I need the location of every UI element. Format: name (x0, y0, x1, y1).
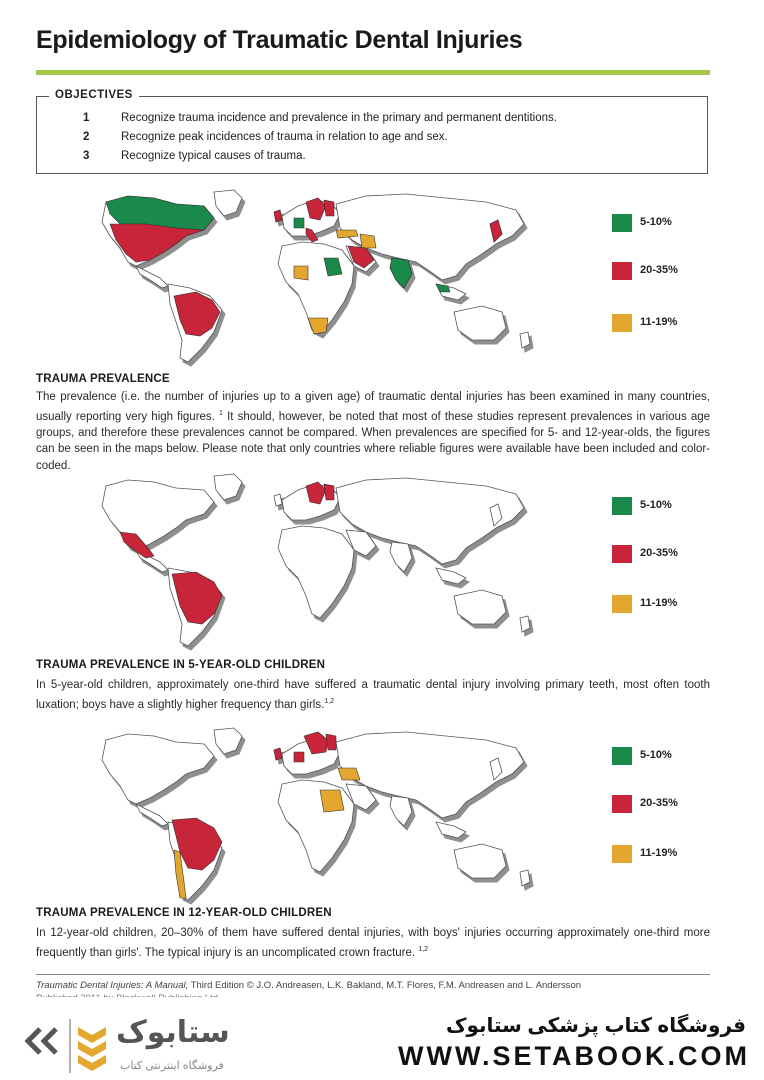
objectives-box (36, 89, 708, 174)
legend-swatch (612, 262, 632, 280)
logo-chevrons-icon (20, 1015, 110, 1075)
store-title: فروشگاه کتاب پزشکی ستابوک (445, 1015, 746, 1037)
legend-label: 11-19% (640, 847, 678, 859)
world-map-12-year-old (36, 722, 556, 902)
brand-subtitle: فروشگاه اینترنتی کتاب (120, 1060, 224, 1072)
legend-label: 5-10% (640, 499, 672, 511)
legend-label: 11-19% (640, 316, 678, 328)
page-title: Epidemiology of Traumatic Dental Injuries (36, 26, 523, 54)
edition-authors: Third Edition © J.O. Andreasen, L.K. Bakland, M.T. Flores, F.M. Andreasen and L. Andersson (190, 980, 582, 991)
uk-20-35 (274, 748, 282, 760)
iran-11-19 (338, 768, 360, 780)
title-rule (36, 70, 710, 75)
objectives-label: OBJECTIVES (49, 89, 139, 101)
objective-number: 1 (83, 112, 90, 124)
objective-text: Recognize typical causes of trauma. (121, 150, 306, 162)
finland-20-35 (326, 734, 336, 750)
footer-rule (36, 974, 710, 975)
section-paragraph (36, 677, 710, 713)
legend-swatch (612, 845, 632, 863)
reference-marker: 1 (219, 409, 223, 417)
section-heading: TRAUMA PREVALENCE (36, 373, 170, 385)
reference-marker: 1,2 (418, 945, 429, 953)
paragraph-text: In 12-year-old children, 20–30% of them have suffered dental injuries, with boys' injuries occurring approximately one-third more frequently than girls'. The typical injury is an uncomplicated crown fracture. (36, 927, 710, 959)
world-map-5-year-old (36, 468, 556, 648)
germany-5-10 (294, 218, 304, 228)
world-map-overall (36, 184, 556, 364)
paragraph-text: In 5-year-old children, approximately one-third have suffered a traumatic dental injury involving primary teeth, most often tooth luxation; boys have a slightly higher frequency than girls. (36, 679, 710, 711)
legend-swatch (612, 497, 632, 515)
paragraph-text: It should, however, be noted that most of these studies represent prevalences in various age groups, and therefore these prevalences cannot be compared. When prevalences are specified for 5- and 12-year-olds, the figures can be seen in the maps below. Please note that only countries where reliable figures were available have been included and color-coded. (36, 410, 711, 472)
legend-label: 20-35% (640, 547, 678, 559)
reference-marker: 1,2 (324, 697, 335, 705)
legend-swatch (612, 795, 632, 813)
paragraph-text: The prevalence (i.e. the number of injuries up to a given age) of traumatic dental injuries has been examined in many countries, usually reporting very high figures. (36, 391, 710, 423)
sudan-11-19 (320, 790, 344, 812)
book-title: Traumatic Dental Injuries: A Manual, (36, 980, 189, 991)
legend-swatch (612, 545, 632, 563)
finland-20-35 (324, 200, 334, 216)
nigeria-11-19 (294, 266, 308, 280)
objective-number: 3 (83, 150, 90, 162)
south-africa-11-19 (308, 318, 328, 334)
legend-swatch (612, 595, 632, 613)
footer-citation (36, 980, 581, 991)
legend-swatch (612, 214, 632, 232)
store-banner (0, 997, 764, 1080)
brand-name: ستابوک (116, 1016, 230, 1049)
legend-label: 20-35% (640, 264, 678, 276)
usa-20-35 (110, 224, 204, 262)
germany-20-35 (294, 752, 304, 762)
objective-text: Recognize trauma incidence and prevalence in the primary and permanent dentitions. (121, 112, 557, 124)
legend-label: 5-10% (640, 749, 672, 761)
legend-label: 5-10% (640, 216, 672, 228)
legend-swatch (612, 747, 632, 765)
legend-label: 11-19% (640, 597, 678, 609)
legend-swatch (612, 314, 632, 332)
section-heading: TRAUMA PREVALENCE IN 5-YEAR-OLD CHILDREN (36, 659, 326, 671)
finland-20-35 (324, 484, 334, 500)
section-paragraph (36, 389, 710, 474)
objective-text: Recognize peak incidences of trauma in relation to age and sex. (121, 131, 448, 143)
store-logo (20, 1015, 290, 1075)
iran-11-19 (360, 234, 376, 248)
store-url[interactable]: WWW.SETABOOK.COM (398, 1041, 750, 1071)
objective-number: 2 (83, 131, 90, 143)
legend-label: 20-35% (640, 797, 678, 809)
malaysia-5-10 (436, 284, 450, 292)
uk-20-35 (274, 210, 282, 222)
section-heading: TRAUMA PREVALENCE IN 12-YEAR-OLD CHILDREN (36, 907, 332, 919)
section-paragraph (36, 925, 710, 961)
